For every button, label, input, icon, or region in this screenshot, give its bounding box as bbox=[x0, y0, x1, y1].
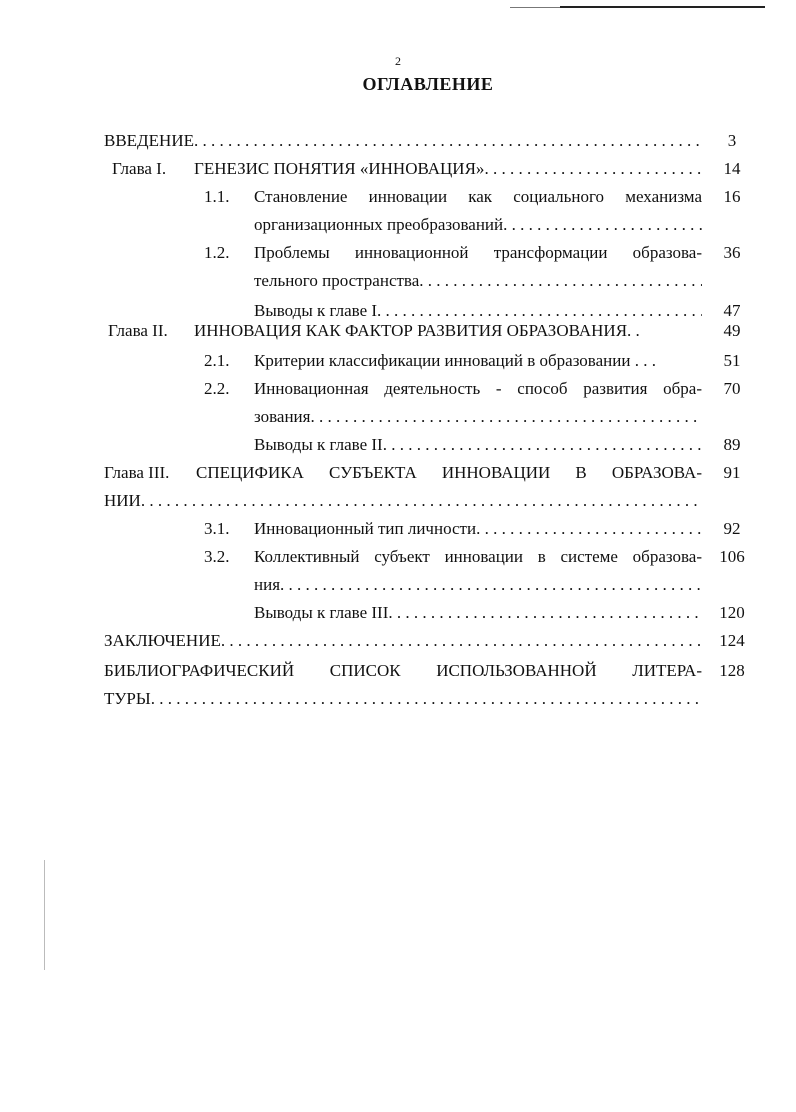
scan-artifact-line bbox=[510, 7, 560, 8]
toc-entry-continuation[interactable] bbox=[254, 212, 702, 238]
section-number: 1.1. bbox=[204, 187, 230, 206]
toc-entry-chapter-1[interactable] bbox=[194, 156, 702, 182]
leader-dots bbox=[383, 432, 702, 458]
chapter-label: Глава I. bbox=[112, 159, 167, 178]
section-number: 3.2. bbox=[204, 547, 230, 566]
scan-margin-mark bbox=[44, 860, 45, 970]
toc-entry-continuation[interactable] bbox=[104, 488, 702, 514]
leader-dots bbox=[280, 572, 702, 598]
toc-entry-title: ТУРЫ bbox=[104, 689, 151, 708]
leader-dots bbox=[419, 268, 702, 294]
toc-entry-conclusions-2[interactable] bbox=[254, 432, 702, 458]
leader-dots bbox=[310, 404, 702, 430]
toc-page-number: 70 bbox=[723, 379, 741, 398]
toc-entry-section-1-1[interactable]: Становление инновации как социального механизма bbox=[254, 187, 702, 206]
toc-entry-title: организационных преобразований bbox=[254, 215, 504, 234]
toc-entry-title: ЗАКЛЮЧЕНИЕ bbox=[104, 631, 221, 650]
toc-entry-title: НИИ bbox=[104, 491, 141, 510]
toc-entry-conclusion[interactable] bbox=[104, 628, 702, 654]
leader-dots bbox=[484, 156, 702, 182]
leader-dots bbox=[476, 516, 702, 542]
toc-entry-continuation[interactable] bbox=[104, 686, 702, 712]
toc-entry-section-2-1[interactable]: Критерии классификации инноваций в образовании . . . bbox=[254, 351, 656, 370]
toc-entry-title: ВВЕДЕНИЕ bbox=[104, 131, 194, 150]
toc-entry-title: ГЕНЕЗИС ПОНЯТИЯ «ИННОВАЦИЯ» bbox=[194, 159, 485, 178]
toc-title: ОГЛАВЛЕНИЕ bbox=[362, 74, 494, 94]
leader-dots bbox=[151, 686, 702, 712]
toc-page-number: 47 bbox=[723, 301, 741, 320]
toc-page-number: 120 bbox=[719, 603, 745, 622]
toc-entry-continuation[interactable] bbox=[254, 404, 702, 430]
toc-page-number: 106 bbox=[719, 547, 745, 566]
toc-page-number: 16 bbox=[723, 187, 741, 206]
toc-entry-chapter-3[interactable]: СПЕЦИФИКА СУБЪЕКТА ИННОВАЦИИ В ОБРАЗОВА- bbox=[196, 463, 702, 482]
toc-page-number: 3 bbox=[727, 131, 737, 150]
leader-dots bbox=[221, 628, 702, 654]
toc-entry-title: Выводы к главе II bbox=[254, 435, 383, 454]
chapter-label: Глава III. bbox=[104, 463, 170, 482]
toc-page-number: 36 bbox=[723, 243, 741, 262]
toc-entry-section-3-2[interactable]: Коллективный субъект инновации в системе образова- bbox=[254, 547, 702, 566]
section-number: 2.2. bbox=[204, 379, 230, 398]
section-number: 1.2. bbox=[204, 243, 230, 262]
toc-entry-continuation[interactable] bbox=[254, 572, 702, 598]
toc-entry-title: Выводы к главе III bbox=[254, 603, 389, 622]
leader-dots bbox=[141, 488, 702, 514]
page-number: 2 bbox=[395, 54, 401, 68]
toc-entry-title: зования bbox=[254, 407, 311, 426]
section-number: 2.1. bbox=[204, 351, 230, 370]
toc-entry-section-2-2[interactable]: Инновационная деятельность - способ развития обра- bbox=[254, 379, 702, 398]
toc-entry-intro[interactable] bbox=[104, 128, 702, 154]
toc-page-number: 124 bbox=[719, 631, 745, 650]
chapter-label: Глава II. bbox=[108, 321, 168, 340]
toc-entry-continuation[interactable] bbox=[254, 268, 702, 294]
toc-page-number: 51 bbox=[723, 351, 741, 370]
toc-page-number: 92 bbox=[723, 519, 741, 538]
toc-entry-title: тельного пространства bbox=[254, 271, 420, 290]
toc-entry-bibliography[interactable]: БИБЛИОГРАФИЧЕСКИЙ СПИСОК ИСПОЛЬЗОВАННОЙ ЛИТЕРА- bbox=[104, 661, 702, 680]
toc-entry-title: ния bbox=[254, 575, 281, 594]
scan-artifact-line bbox=[560, 6, 765, 8]
toc-page-number: 49 bbox=[723, 321, 741, 340]
toc-entry-section-3-1[interactable] bbox=[254, 516, 702, 542]
toc-entry-conclusions-3[interactable] bbox=[254, 600, 702, 626]
toc-entry-chapter-2[interactable]: ИННОВАЦИЯ КАК ФАКТОР РАЗВИТИЯ ОБРАЗОВАНИЯ. . bbox=[194, 321, 640, 340]
toc-entry-title: Выводы к главе I bbox=[254, 301, 378, 320]
toc-entry-section-1-2[interactable]: Проблемы инновационной трансформации образова- bbox=[254, 243, 702, 262]
leader-dots bbox=[503, 212, 702, 238]
toc-page-number: 128 bbox=[719, 661, 745, 680]
leader-dots bbox=[388, 600, 702, 626]
toc-page-number: 91 bbox=[723, 463, 741, 482]
section-number: 3.1. bbox=[204, 519, 230, 538]
toc-page-number: 89 bbox=[723, 435, 741, 454]
leader-dots bbox=[194, 128, 702, 154]
toc-page-number: 14 bbox=[723, 159, 741, 178]
toc-entry-title: Инновационный тип личности bbox=[254, 519, 477, 538]
